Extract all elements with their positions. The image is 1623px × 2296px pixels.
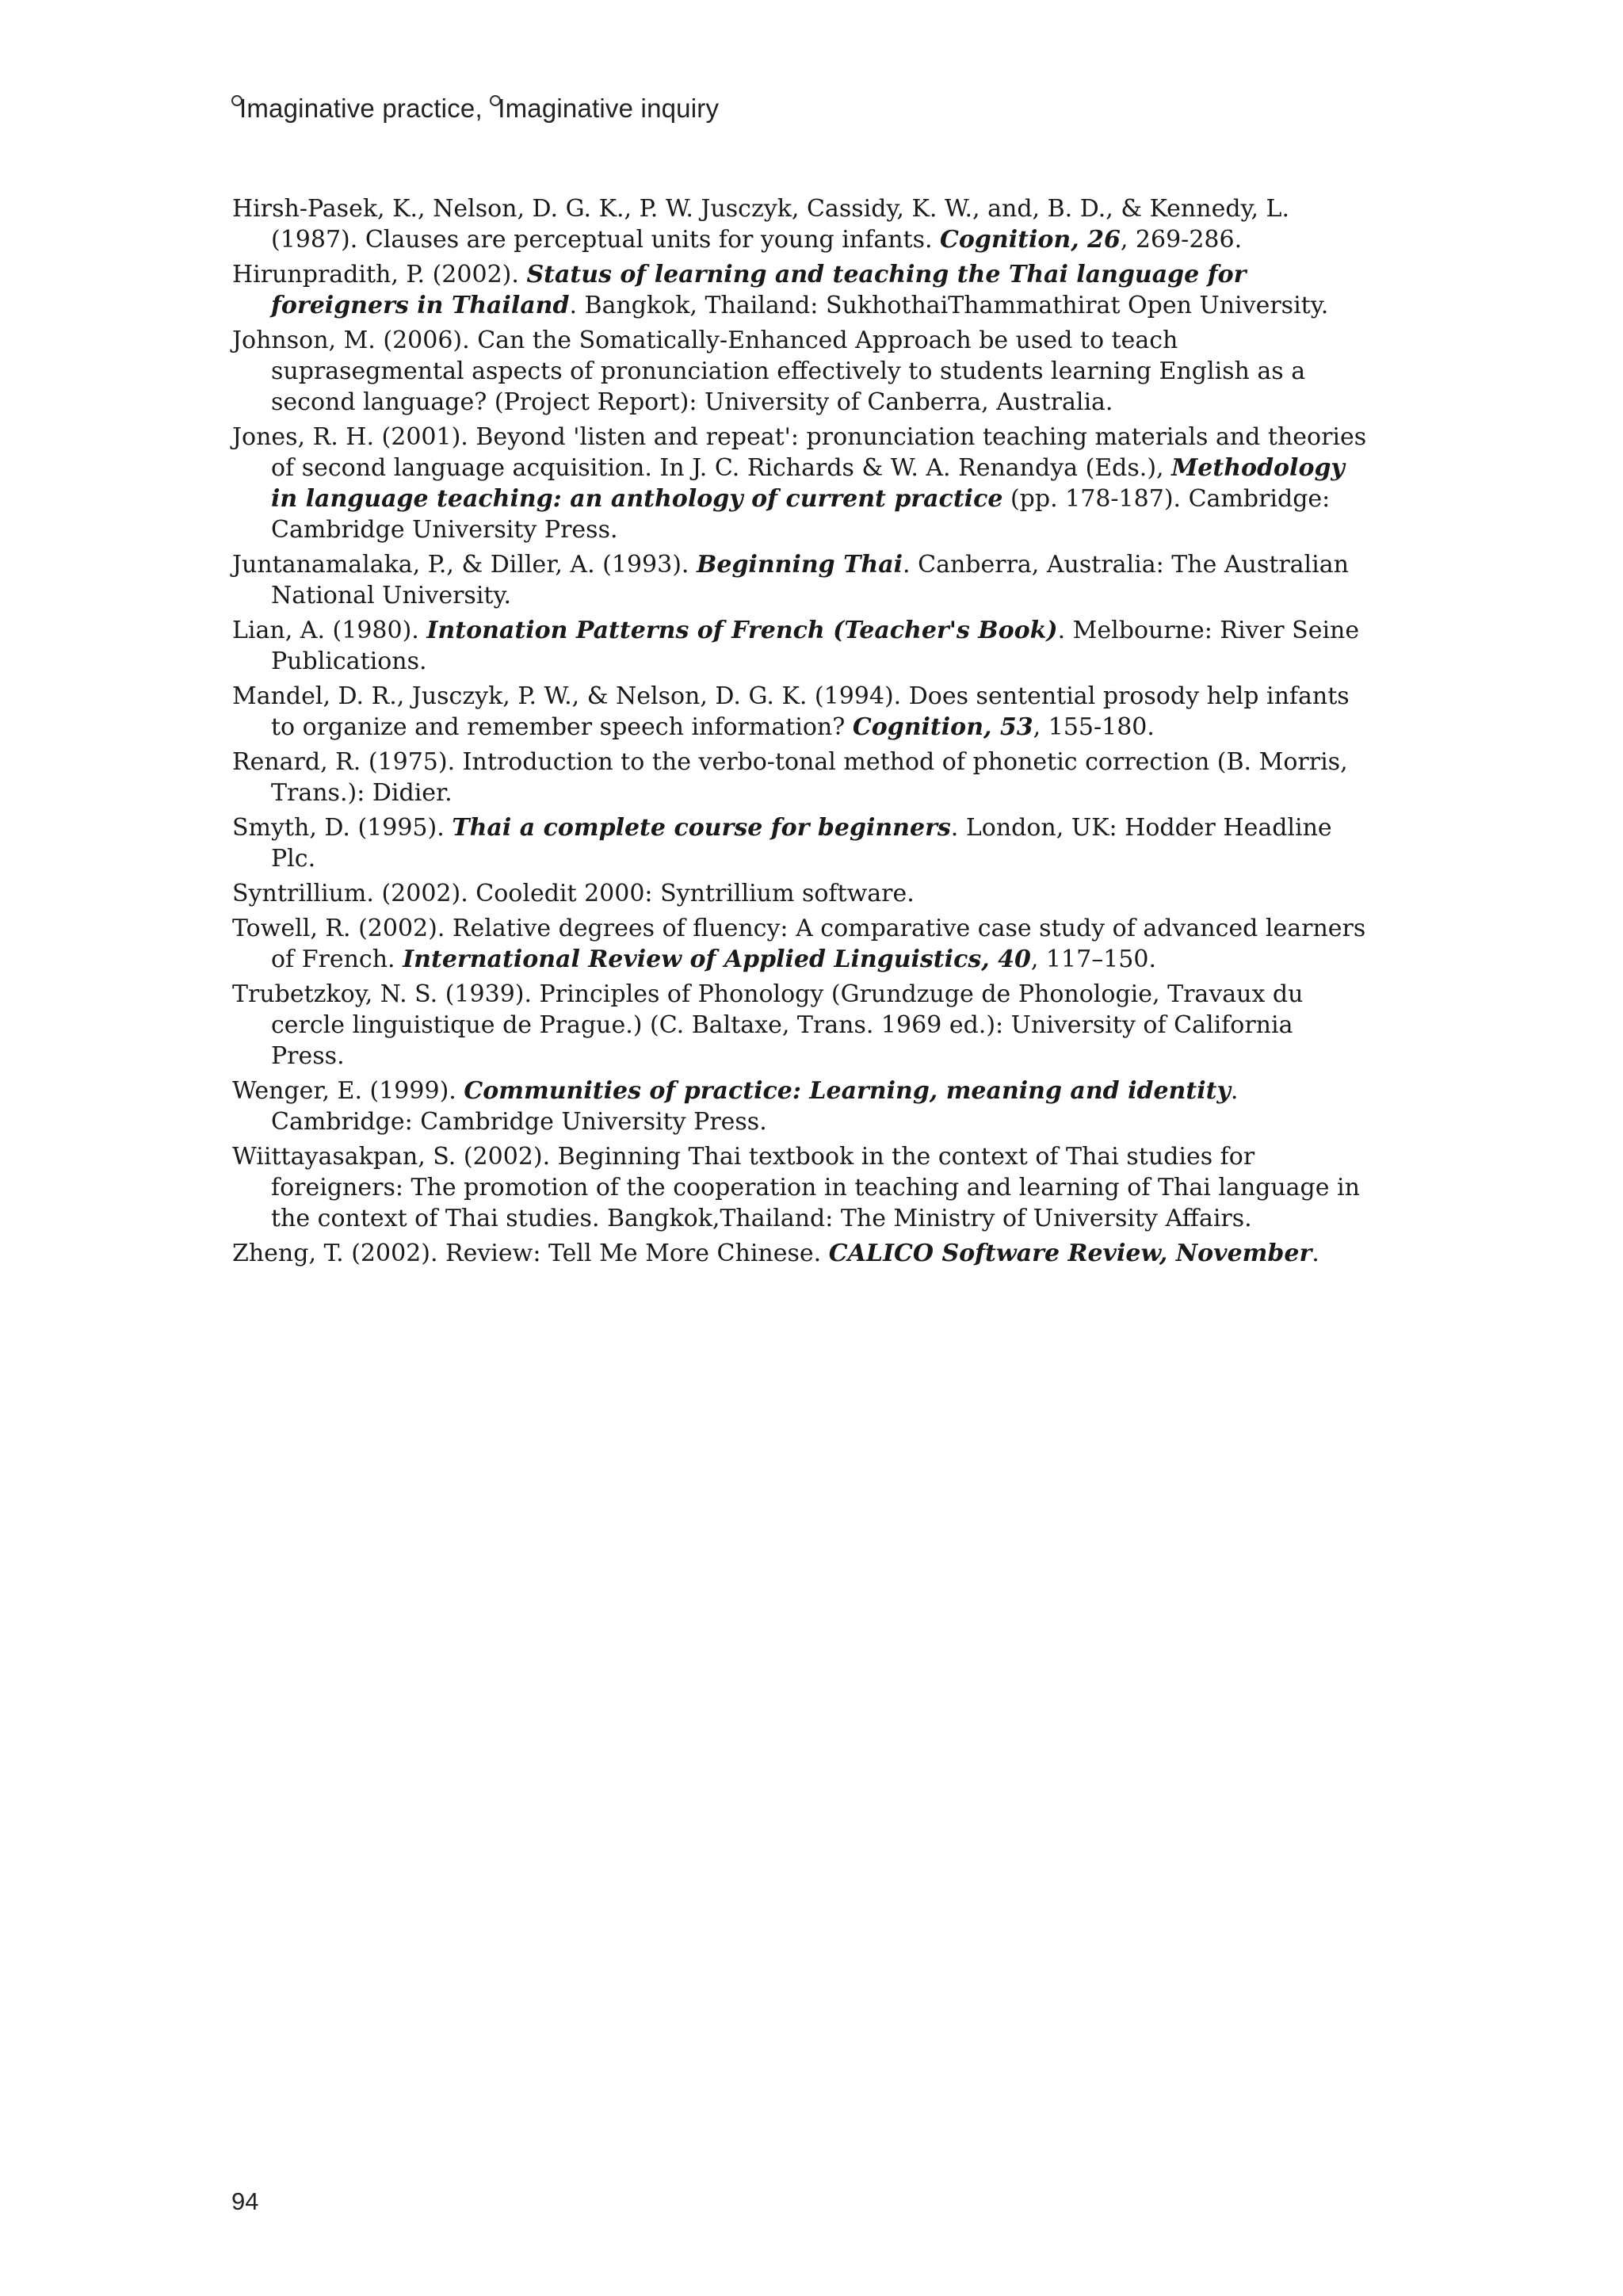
reference-entry [232,422,1373,545]
reference-entry [232,325,1373,418]
reference-entry [232,259,1373,321]
reference-list [232,193,1373,1273]
reference-text: (pp. 178-187). Cambridge: Cambridge University Press. [271,485,1331,544]
reference-text: . Bangkok, Thailand: SukhothaiThammathirat Open University. [569,292,1329,319]
reference-text: Johnson, M. (2006). Can the Somatically-Enhanced Approach be used to teach suprasegmental aspects of pronunciation effectively to students learning English as a second language? (Project Report): University of Canberra, Australia. [232,327,1306,416]
reference-entry [232,549,1373,611]
reference-text: , 269-286. [1120,226,1243,254]
reference-text: Mandel, D. R., Jusczyk, P. W., & Nelson, D. G. K. (1994). Does sentential prosody help infants to organize and remember speech information? [232,682,1350,741]
reference-text: Syntrillium. (2002). Cooledit 2000: Syntrillium software. [232,880,915,907]
reference-text: Lian, A. (1980). [232,617,427,644]
reference-text: Towell, R. (2002). Relative degrees of fluency: A comparative case study of advanced learners of French. [232,915,1366,973]
reference-entry [232,747,1373,808]
reference-text: . Melbourne: River Seine Publications. [271,617,1360,675]
page-number: 94 [231,2187,259,2215]
header-title-part-2: Imaginative inquiry [498,94,720,123]
reference-entry [232,812,1373,874]
reference-text: Wiittayasakpan, S. (2002). Beginning Thai textbook in the context of Thai studies for foreigners: The promotion of the cooperation in teaching and learning of Thai language in the context of Thai studies. Bangkok,Thailand: The Ministry of University Affairs. [232,1143,1360,1232]
header-title-part-1: Imaginative practice, [239,94,491,123]
reference-text: . Cambridge: Cambridge University Press. [271,1077,1239,1136]
running-header [231,94,719,124]
reference-text: Wenger, E. (1999). [232,1077,464,1105]
reference-title: Status of learning and teaching the Thai language for foreigners in Thailand [271,261,1247,319]
reference-entry [232,913,1373,975]
reference-entry [232,979,1373,1072]
reference-title: Cognition, 53 [852,713,1033,741]
reference-title: International Review of Applied Linguistics, 40 [403,946,1031,973]
reference-text: . [1312,1240,1319,1267]
reference-text: , 155-180. [1033,713,1155,741]
reference-text: , 117–150. [1030,946,1156,973]
reference-title: Thai a complete course for beginners [452,814,951,842]
reference-entry [232,615,1373,677]
reference-title: Methodology in language teaching: an anthology of current practice [271,454,1345,513]
reference-text: Zheng, T. (2002). Review: Tell Me More Chinese. [232,1240,829,1267]
reference-entry [232,1238,1373,1269]
reference-entry [232,1141,1373,1234]
reference-entry [232,193,1373,255]
reference-entry [232,878,1373,909]
reference-text: Trubetzkoy, N. S. (1939). Principles of Phonology (Grundzuge de Phonologie, Travaux du cercle linguistique de Prague.) (C. Baltaxe, Trans. 1969 ed.): University of California Press. [232,980,1304,1070]
reference-title: Communities of practice: Learning, meaning and identity [464,1077,1231,1105]
reference-title: Cognition, 26 [940,226,1121,254]
reference-entry [232,1075,1373,1137]
reference-text: Hirsh-Pasek, K., Nelson, D. G. K., P. W. Jusczyk, Cassidy, K. W., and, B. D., & Kennedy, L. (1987). Clauses are perceptual units for young infants. [232,195,1290,254]
reference-text: . Canberra, Australia: The Australian National University. [271,551,1349,609]
reference-text: Jones, R. H. (2001). Beyond 'listen and repeat': pronunciation teaching materials and theories of second language acquisition. In J. C. Richards & W. A. Renandya (Eds.), [232,423,1367,482]
reference-title: Beginning Thai [697,551,903,579]
reference-text: Renard, R. (1975). Introduction to the verbo-tonal method of phonetic correction (B. Morris, Trans.): Didier. [232,748,1348,807]
reference-text: Juntanamalaka, P., & Diller, A. (1993). [232,551,697,579]
reference-text: Hirunpradith, P. (2002). [232,261,527,288]
reference-title: Intonation Patterns of French (Teacher's Book) [426,617,1058,644]
reference-title: CALICO Software Review, November [828,1240,1312,1267]
reference-text: Smyth, D. (1995). [232,814,453,842]
reference-text: . London, UK: Hodder Headline Plc. [271,814,1332,873]
reference-entry [232,681,1373,743]
